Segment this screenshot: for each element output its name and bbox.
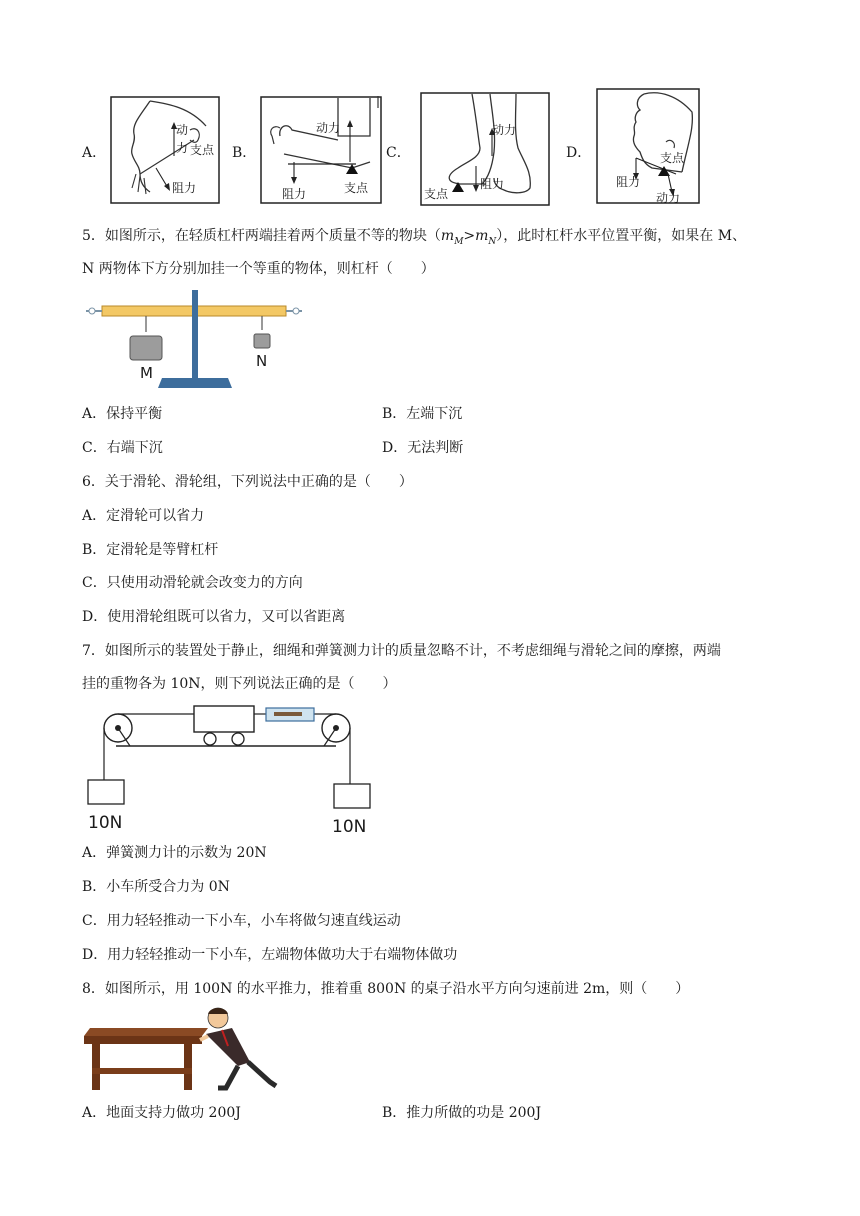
- q5-stem-line2: N 两物体下方分别加挂一个等重的物体，则杠杆（ ）: [82, 261, 435, 277]
- q6-option-d[interactable]: D．使用滑轮组既可以省力，又可以省距离: [82, 609, 346, 625]
- q4-b-dongli-label: 动力: [316, 121, 341, 135]
- q5-option-a[interactable]: A．保持平衡: [82, 406, 163, 422]
- q5-gt: >: [463, 228, 476, 244]
- q4-d-dongli-label: 动力: [656, 191, 681, 204]
- q4-option-a-figure: [110, 96, 220, 204]
- q4-b-zuli-label: 阻力: [282, 187, 307, 201]
- q7-option-a[interactable]: A．弹簧测力计的示数为 20N: [82, 845, 267, 861]
- q4-option-a-letter: A．: [82, 145, 107, 161]
- q8-push-table-figure: [82, 1006, 282, 1094]
- q4-option-b-letter: B．: [232, 145, 257, 161]
- q5-label-m: M: [140, 364, 153, 382]
- q7-right-weight-label: 10N: [332, 817, 367, 837]
- q4-option-d-figure: [596, 88, 700, 204]
- q6-option-b[interactable]: B．定滑轮是等臂杠杆: [82, 542, 219, 558]
- q7-stem-line1: 7．如图所示的装置处于静止，细绳和弹簧测力计的质量忽略不计，不考虑细绳与滑轮之间的摩擦，两端: [82, 643, 721, 659]
- q7-option-b[interactable]: B．小车所受合力为 0N: [82, 879, 230, 895]
- q7-option-c[interactable]: C．用力轻轻推动一下小车，小车将做匀速直线运动: [82, 913, 401, 929]
- q4-option-b-figure: [260, 96, 382, 204]
- q4-option-c-figure: [420, 92, 550, 206]
- q6-option-a[interactable]: A．定滑轮可以省力: [82, 508, 205, 524]
- q6-stem: 6．关于滑轮、滑轮组，下列说法中正确的是（ ）: [82, 474, 413, 490]
- q5-label-n: N: [256, 352, 268, 370]
- q4-option-d-letter: D．: [566, 145, 592, 161]
- q8-option-b[interactable]: B．推力所做的功是 200J: [382, 1105, 542, 1121]
- q7-stem-line2: 挂的重物各为 10N，则下列说法正确的是（ ）: [82, 676, 397, 692]
- q5-option-b[interactable]: B．左端下沉: [382, 406, 463, 422]
- q4-b-zhidian-label: 支点: [344, 181, 369, 195]
- q4-a-zhidian-label: 支点: [190, 143, 215, 157]
- q5-mass-n-sub: N: [488, 236, 497, 247]
- q8-stem: 8．如图所示，用 100N 的水平推力，推着重 800N 的桌子沿水平方向匀速前进 2m，则（ ）: [82, 981, 690, 997]
- q5-stem-text-b: ），此时杠杆水平位置平衡，如果在 M、: [496, 228, 747, 244]
- q5-mass-n: m: [475, 228, 489, 244]
- q8-option-a[interactable]: A．地面支持力做功 200J: [82, 1105, 241, 1121]
- q4-a-dongli-label: 动: [176, 123, 189, 137]
- q4-c-dongli-label: 动力: [492, 123, 517, 137]
- q4-a-dongli-label2: 力: [176, 141, 189, 155]
- q7-option-d[interactable]: D．用力轻轻推动一下小车，左端物体做功大于右端物体做功: [82, 947, 458, 963]
- q4-d-zuli-label: 阻力: [616, 175, 641, 189]
- q5-lever-figure: [86, 288, 306, 394]
- q5-stem-line1: [82, 226, 746, 252]
- q5-option-d[interactable]: D．无法判断: [382, 440, 464, 456]
- q4-c-zhidian-label: 支点: [424, 187, 449, 201]
- q4-d-zhidian-label: 支点: [660, 151, 685, 165]
- q5-mass-m-sub: M: [454, 236, 464, 247]
- q7-pulley-figure: [86, 704, 386, 838]
- q4-option-c-letter: C．: [386, 145, 411, 161]
- q6-option-c[interactable]: C．只使用动滑轮就会改变力的方向: [82, 575, 303, 591]
- q5-mass-m: m: [440, 228, 455, 244]
- q4-c-zuli-label: 阻力: [480, 177, 505, 191]
- q5-option-c[interactable]: C．右端下沉: [82, 440, 163, 456]
- q5-stem-text-a: 5．如图所示，在轻质杠杆两端挂着两个质量不等的物块（: [82, 228, 441, 244]
- q7-left-weight-label: 10N: [88, 813, 123, 833]
- q4-a-zuli-label: 阻力: [172, 181, 197, 195]
